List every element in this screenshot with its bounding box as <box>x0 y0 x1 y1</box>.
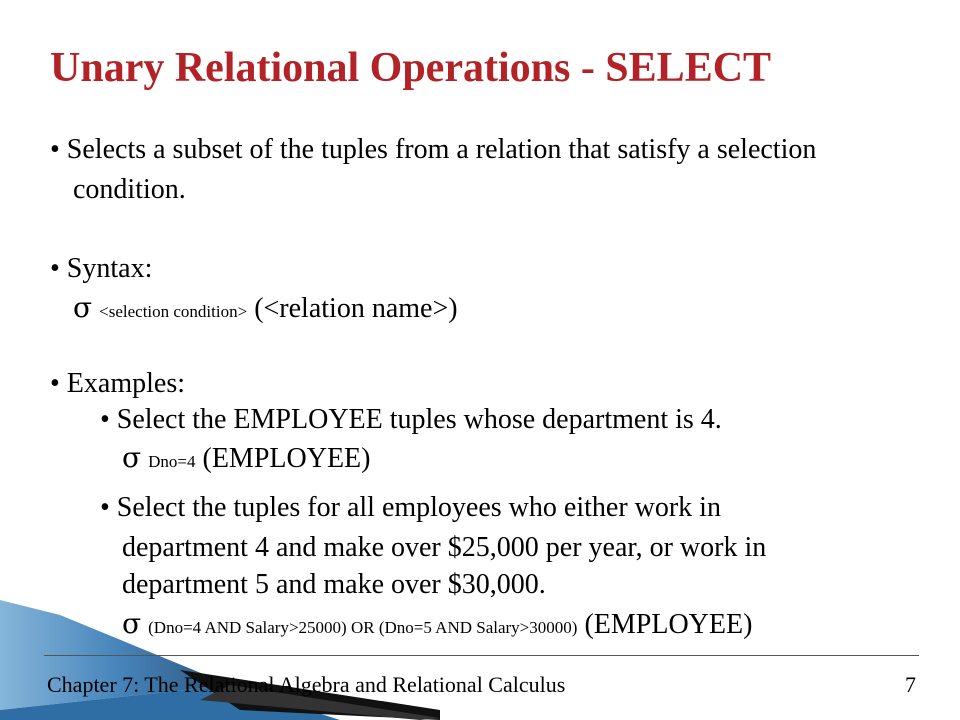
page-number: 7 <box>905 672 916 697</box>
syntax-subscript: <selection condition> <box>99 302 248 321</box>
slide-title: Unary Relational Operations - SELECT <box>50 45 772 91</box>
example1-text: • Select the EMPLOYEE tuples whose department is 4. <box>100 404 722 435</box>
sigma-symbol: σ <box>73 291 93 324</box>
example1-expression <box>122 441 371 474</box>
example2-line1: • Select the tuples for all employees who either work in <box>100 492 721 523</box>
bullet-subset-line1: • Selects a subset of the tuples from a relation that satisfy a selection <box>50 134 817 165</box>
example1-argument: (EMPLOYEE) <box>202 443 371 474</box>
syntax-label: • Syntax: <box>50 253 153 284</box>
footer-rule <box>44 655 919 656</box>
syntax-argument: (<relation name>) <box>254 293 458 324</box>
sigma-symbol: σ <box>122 441 142 474</box>
example2-subscript: (Dno=4 AND Salary>25000) OR (Dno=5 AND Salary>30000) <box>148 618 578 637</box>
examples-label: • Examples: <box>50 368 185 399</box>
example2-argument: (EMPLOYEE) <box>584 609 753 640</box>
example1-subscript: Dno=4 <box>148 452 196 471</box>
example2-line2: department 4 and make over $25,000 per year, or work in <box>122 532 767 563</box>
example2-line3: department 5 and make over $30,000. <box>122 569 546 600</box>
sigma-symbol: σ <box>122 607 142 640</box>
syntax-expression <box>73 291 458 324</box>
footer-chapter: Chapter 7: The Relational Algebra and Relational Calculus <box>47 672 566 697</box>
bullet-subset-line2: condition. <box>73 174 186 205</box>
